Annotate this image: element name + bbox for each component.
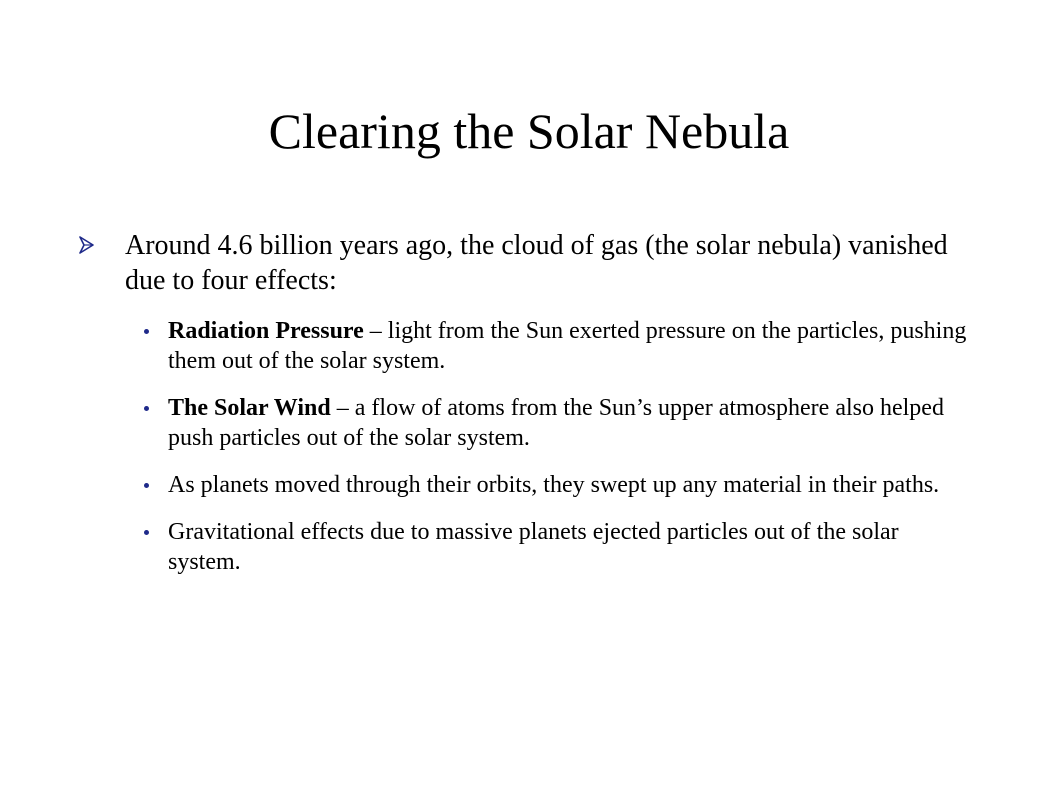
effect-term: Radiation Pressure <box>168 318 364 344</box>
effects-list <box>168 316 978 577</box>
main-bullet <box>78 228 978 298</box>
dot-bullet-icon <box>144 329 149 334</box>
effect-text: – light from the Sun exerted pressure on the particles, pushing them out of the solar system. <box>168 318 967 374</box>
dot-bullet-icon <box>144 483 149 488</box>
effect-text: Gravitational effects due to massive planets ejected particles out of the solar system. <box>168 519 899 575</box>
effect-term: The Solar Wind <box>168 395 331 421</box>
dot-bullet-icon <box>144 530 149 535</box>
dot-bullet-icon <box>144 406 149 411</box>
main-bullet-text: Around 4.6 billion years ago, the cloud of gas (the solar nebula) vanished due to four effects: <box>125 230 948 296</box>
arrow-bullet-icon <box>79 232 95 258</box>
effect-text: As planets moved through their orbits, they swept up any material in their paths. <box>168 472 940 498</box>
bullet-list <box>78 228 978 594</box>
slide-title: Clearing the Solar Nebula <box>268 103 790 159</box>
effect-text: – a flow of atoms from the Sun’s upper atmosphere also helped push particles out of the solar system. <box>168 395 944 451</box>
effect-item <box>168 470 968 500</box>
effect-item <box>168 316 968 376</box>
effect-item <box>168 517 968 577</box>
effect-item <box>168 393 968 453</box>
